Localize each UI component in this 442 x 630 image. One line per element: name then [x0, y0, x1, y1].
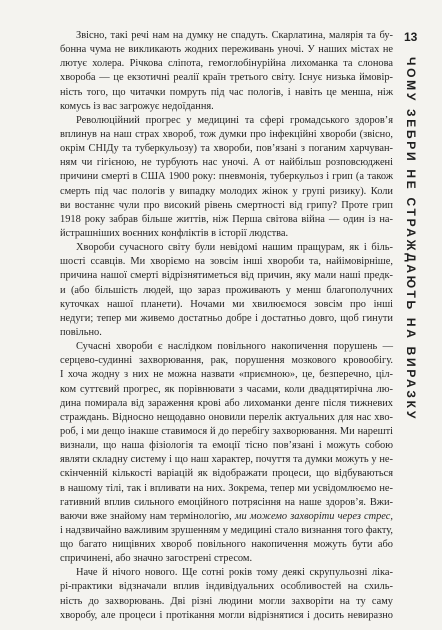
line-text: ність того, що читачки помруть під час пологів, і навіть це менша, ніж	[60, 86, 393, 98]
line-text: шості ссавців. Ми хворіємо на зовсім інші хвороби та, найімовірніше,	[60, 256, 393, 268]
text-line	[60, 354, 393, 368]
line-text: причини смерті в США 1900 року: пневмонія, туберкульоз і грип (а також	[60, 171, 393, 183]
line-text: йстрашніших воєнних конфліктів в історії людства.	[60, 227, 289, 239]
line-text: хворобу, але процеси і протікання могли відрізнятися і досить невиразно	[60, 609, 393, 621]
text-line	[60, 255, 393, 269]
text-line	[60, 411, 393, 425]
text-line	[60, 552, 393, 566]
line-text: ви востаннє чули про високий рівень смертності від грипу? Проте грип	[60, 199, 393, 211]
page-number: 13	[404, 30, 418, 44]
text-line	[60, 213, 393, 227]
text-line	[60, 439, 393, 453]
line-text: ваючи вже знайому нам термінологію,	[60, 510, 235, 522]
line-text: і надзвичайно важливим зрушенням у медицині стало визнання того факту,	[60, 524, 393, 536]
text-line	[60, 368, 393, 382]
paragraph	[60, 566, 393, 623]
line-text: серцево-судинні захворювання, рак, порушення мозкового кровообігу.	[60, 355, 393, 367]
text-line	[60, 340, 393, 354]
line-text: ням чи гігієною, не турбують нас уночі. А от найбільш розповсюджені	[60, 157, 393, 169]
text-line	[60, 241, 393, 255]
text-line	[60, 156, 393, 170]
text-line	[60, 524, 393, 538]
text-line	[60, 580, 393, 594]
text-line	[60, 566, 393, 580]
line-text: комусь із вас загрожує недоїдання.	[60, 100, 214, 112]
text-line	[60, 227, 393, 241]
text-line	[60, 284, 393, 298]
line-text: І хоча жодну з них не можна назвати «приємною», це, безперечно, ціл-	[60, 369, 393, 381]
text-line	[60, 425, 393, 439]
text-line	[60, 185, 393, 199]
paragraph	[60, 29, 393, 114]
line-text: ком суттєвий прогрес, як порівнювати з часами, коли двадцятирічна лю-	[60, 383, 393, 395]
line-text: являти складну систему і що наш характер, почуття та думки можуть у не-	[60, 454, 393, 466]
line-text: 1918 року забрав більше життів, ніж Перша світова війна — один із на-	[60, 213, 393, 225]
text-line	[60, 595, 393, 609]
line-text: дина помирала від зараження крові або лихоманки денге після тижневих	[60, 397, 393, 409]
line-text: Хвороби сучасного світу були невідомі нашим пращурам, як і біль-	[76, 242, 393, 254]
text-line	[60, 100, 393, 114]
text-line	[60, 142, 393, 156]
text-line	[60, 298, 393, 312]
line-text: роб, і ми дещо інакше ставимося й до перебігу захворювання. Ми нарешті	[60, 425, 393, 437]
line-text: рі-практики відзначали вплив індивідуальних особливостей на схиль-	[60, 581, 393, 593]
text-line	[60, 496, 393, 510]
line-text: ність до захворювань. Дві різні людини могли захворіти на ту саму	[60, 595, 393, 607]
paragraph	[60, 241, 393, 340]
line-text: причина нашої смерті відрізнятиметься від причин, яку мали наші предк-	[60, 270, 393, 282]
line-text: спричинені, або значно загострені стресом.	[60, 553, 253, 565]
line-text: бонна чума не викликають жодних переживань уночі. У наших містах не	[60, 44, 393, 56]
text-line	[60, 510, 393, 524]
text-line	[60, 269, 393, 283]
text-line	[60, 383, 393, 397]
text-line	[60, 609, 393, 623]
text-line	[60, 86, 393, 100]
body-text	[60, 29, 393, 623]
line-text: окрім СНІДу та туберкульозу) та хвороби, пов’язані з поганим харчуван-	[60, 143, 393, 155]
line-text: страждань. Відносно нещодавно оновили перелік актуальних для нас хво-	[60, 411, 393, 423]
line-text: що багато нищівних хвороб повільного накопичення можуть бути або	[60, 539, 393, 551]
line-text: лютує холера. Річкова сліпота, гемоглобінурійна лихоманка та слонова	[60, 58, 393, 70]
text-line	[60, 538, 393, 552]
text-line	[60, 57, 393, 71]
text-line	[60, 170, 393, 184]
paragraph	[60, 340, 393, 566]
text-line	[60, 71, 393, 85]
text-line	[60, 114, 393, 128]
line-text: ,	[390, 510, 393, 522]
text-line	[60, 453, 393, 467]
text-line	[60, 128, 393, 142]
line-text: смерть під час пологів у випадку молодих жінок у групі ризику). Коли	[60, 185, 393, 197]
line-text: недуги; тепер ми живемо достатньо добре і достатньо довго, щоб гинути	[60, 312, 393, 324]
line-text: Революційний прогрес у медицині та сфері громадського здоров’я	[76, 114, 393, 126]
text-line	[60, 312, 393, 326]
line-text: повільно.	[60, 326, 102, 338]
line-text: Наче й нічого нового. Ще сотні років тому деякі скрупульозні ліка-	[76, 567, 393, 579]
text-line	[60, 43, 393, 57]
line-text: Сучасні хвороби є наслідком повільного накопичення порушень —	[76, 341, 393, 353]
line-text: скінченній кількості варіацій як відображати процеси, що відбуваються	[60, 468, 393, 480]
line-text: куточках нашої планети). Ночами ми хвилюємося зовсім про інші	[60, 298, 393, 310]
text-line	[60, 397, 393, 411]
line-text: вплинув на наш страх хвороб, тож думки про інфекційні хвороби (звісно,	[60, 128, 393, 140]
text-line	[60, 199, 393, 213]
text-line	[60, 482, 393, 496]
italic-phrase: ми можемо захворіти через стрес	[234, 510, 391, 522]
text-line	[60, 467, 393, 481]
running-title: ЧОМУ ЗЕБРИ НЕ СТРАЖДАЮТЬ НА ВИРАЗКУ	[404, 57, 418, 422]
paragraph	[60, 114, 393, 241]
line-text: гативний вплив сильного емоційного потрясіння на наше здоров’я. Вжи-	[60, 496, 393, 508]
line-text: в нашому тілі, так і впливати на них. Зокрема, тепер ми усвідомлюємо не-	[60, 482, 393, 494]
line-text: и (або більшість людей, що зараз проживають у менш благополучних	[60, 284, 393, 296]
line-text: Звісно, такі речі нам на думку не спадуть. Скарлатина, малярія та бу-	[76, 30, 393, 41]
line-text: визнали, що наша фізіологія та емоції тісно пов’язані і можуть собою	[60, 440, 393, 452]
line-text: хвороба — це екзотичні реалії країн третього світу. Існує низька ймовір-	[60, 72, 393, 84]
text-line	[60, 326, 393, 340]
text-line	[60, 29, 393, 43]
